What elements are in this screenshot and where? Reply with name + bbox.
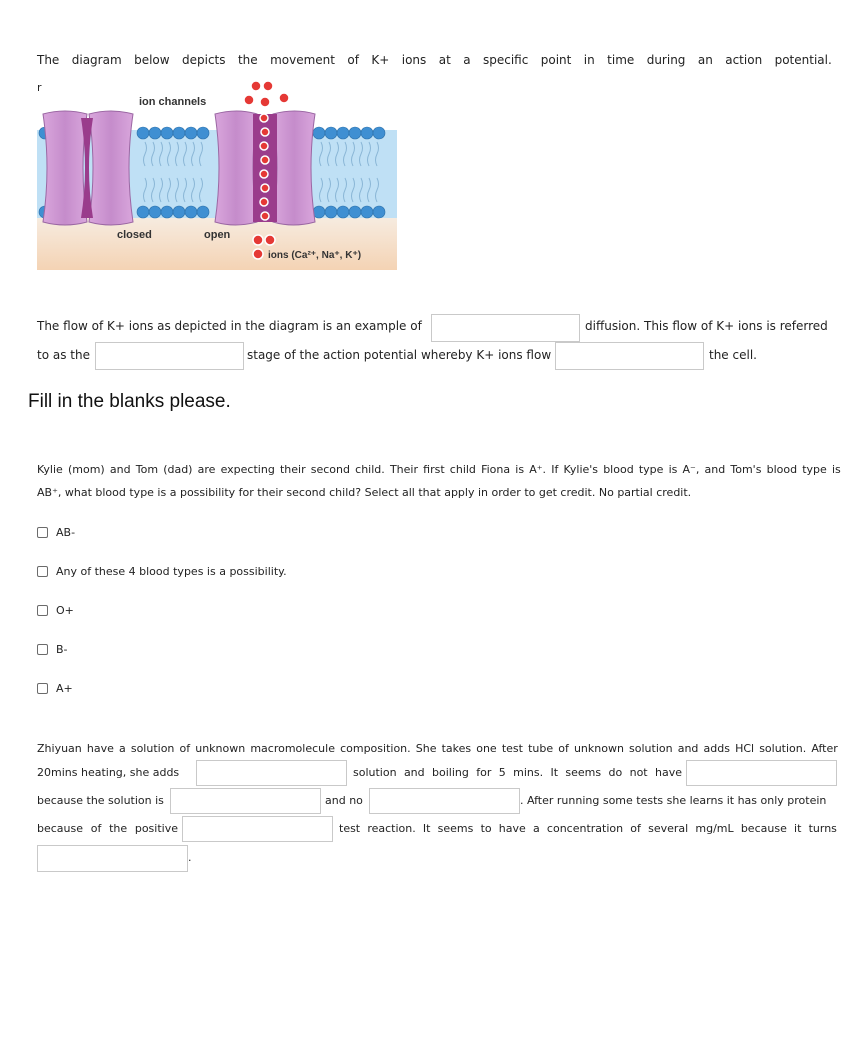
word: of xyxy=(90,822,102,835)
word: a xyxy=(118,742,126,755)
word: not xyxy=(629,766,648,779)
word: movement xyxy=(270,53,335,67)
word: seems xyxy=(437,822,474,835)
q3-line2-b xyxy=(353,765,682,781)
word: below xyxy=(134,53,170,67)
word: Their xyxy=(389,463,418,476)
blank-final-color[interactable] xyxy=(37,845,188,872)
word: mins. xyxy=(513,766,544,779)
word: in xyxy=(583,53,595,67)
label-ions: ions (Ca²⁺, Na⁺, K⁺) xyxy=(268,250,362,261)
word: It xyxy=(422,822,431,835)
word: composition. xyxy=(340,742,411,755)
word: test xyxy=(501,742,523,755)
q3-line4-b xyxy=(339,821,837,837)
blank-solution-color[interactable] xyxy=(170,788,321,814)
word: She xyxy=(415,742,437,755)
word: solution xyxy=(353,766,397,779)
word: macromolecule xyxy=(250,742,335,755)
word: positive xyxy=(134,822,178,835)
word: adds xyxy=(703,742,730,755)
q1-line1-before: The flow of K+ ions as depicted in the diagram is an example of xyxy=(37,319,422,333)
word: to xyxy=(480,822,492,835)
word: diagram xyxy=(71,53,122,67)
word: unknown xyxy=(573,742,624,755)
word: test xyxy=(339,822,361,835)
word: solution xyxy=(629,742,673,755)
option-o-pos[interactable]: O+ xyxy=(56,604,74,617)
word: blood xyxy=(603,463,634,476)
label-ion-channels: ion channels xyxy=(139,96,207,108)
word: blood xyxy=(766,463,798,476)
word: Fiona xyxy=(481,463,511,476)
word: of xyxy=(179,742,191,755)
word: (dad) xyxy=(163,463,193,476)
word: ions xyxy=(401,53,427,67)
word: and xyxy=(704,463,726,476)
word: and xyxy=(677,742,699,755)
word: HCl xyxy=(735,742,755,755)
word: several xyxy=(648,822,689,835)
blank-macromolecule-1[interactable] xyxy=(686,760,837,786)
word: child. xyxy=(355,463,385,476)
word: (mom) xyxy=(67,463,105,476)
word: depicts xyxy=(182,53,226,67)
word: have xyxy=(86,742,114,755)
word: solution. xyxy=(759,742,807,755)
word: at xyxy=(438,53,451,67)
word: type xyxy=(802,463,827,476)
word: specific xyxy=(482,53,529,67)
option-b-neg[interactable]: B- xyxy=(56,643,68,656)
word: tube xyxy=(528,742,554,755)
word: A⁻, xyxy=(682,463,700,476)
blank-macromolecule-2[interactable] xyxy=(369,788,520,814)
word: concentration xyxy=(546,822,624,835)
word: action xyxy=(725,53,763,67)
q3-line3-c: . After running some tests she learns it has only protein xyxy=(520,794,827,807)
word: unknown xyxy=(195,742,246,755)
blank-action-potential-stage[interactable] xyxy=(95,342,244,370)
q1-intro xyxy=(37,52,832,68)
word: one xyxy=(476,742,497,755)
word: type xyxy=(638,463,664,476)
word: do xyxy=(608,766,623,779)
word: A⁺. xyxy=(529,463,547,476)
word: After xyxy=(811,742,838,755)
word: of xyxy=(347,53,359,67)
option-a-pos[interactable]: A+ xyxy=(56,682,73,695)
word: expecting xyxy=(220,463,275,476)
word: mg/mL xyxy=(695,822,734,835)
q3-line3-b: and no xyxy=(325,794,363,807)
word: potential. xyxy=(774,53,832,67)
option-any-of-these[interactable]: Any of these 4 blood types is a possibility. xyxy=(56,565,287,578)
word: Tom xyxy=(135,463,159,476)
word: because xyxy=(740,822,787,835)
q2-line2: AB⁺, what blood type is a possibility for their second child? Select all that apply in order to get credit. No partial credit. xyxy=(37,486,692,499)
word: If xyxy=(551,463,559,476)
word: Tom's xyxy=(730,463,762,476)
ion-channel-diagram xyxy=(37,78,397,270)
word: an xyxy=(697,53,713,67)
word: child xyxy=(449,463,476,476)
word: a xyxy=(463,53,471,67)
blank-diffusion-type[interactable] xyxy=(431,314,580,342)
q1-line1-after: diffusion. This flow of K+ ions is referred xyxy=(585,319,828,333)
word: The xyxy=(37,53,60,67)
checkbox-b-neg[interactable] xyxy=(37,644,48,655)
word: their xyxy=(279,463,306,476)
word: seems xyxy=(565,766,602,779)
word: because xyxy=(37,822,84,835)
word: it xyxy=(794,822,802,835)
word: first xyxy=(423,463,445,476)
q3-end-period: . xyxy=(188,851,192,864)
word: boiling xyxy=(432,766,469,779)
word: It xyxy=(550,766,559,779)
word: have xyxy=(498,822,526,835)
word: the xyxy=(109,822,128,835)
option-ab-neg[interactable]: AB- xyxy=(56,526,76,539)
blank-reagent[interactable] xyxy=(196,760,347,786)
word: of xyxy=(630,822,641,835)
word: is xyxy=(515,463,525,476)
label-open: open xyxy=(204,229,231,241)
blank-test-name[interactable] xyxy=(182,816,333,842)
blank-flow-direction[interactable] xyxy=(555,342,704,370)
checkbox-ab-neg[interactable] xyxy=(37,527,48,538)
word: of xyxy=(558,742,569,755)
q1-line2-after: the cell. xyxy=(709,348,757,362)
word: is xyxy=(831,463,841,476)
checkbox-a-pos[interactable] xyxy=(37,683,48,694)
word: reaction. xyxy=(367,822,416,835)
word: turns xyxy=(808,822,837,835)
word: the xyxy=(237,53,258,67)
word: takes xyxy=(441,742,472,755)
word: is xyxy=(668,463,678,476)
fill-note: Fill in the blanks please. xyxy=(28,391,231,412)
checkbox-o-pos[interactable] xyxy=(37,605,48,616)
word: are xyxy=(197,463,216,476)
q3-line1 xyxy=(37,741,838,757)
checkbox-any-of-these[interactable] xyxy=(37,566,48,577)
q2-line1 xyxy=(37,462,841,478)
word: and xyxy=(403,766,425,779)
word: Kylie's xyxy=(563,463,599,476)
word: second xyxy=(310,463,350,476)
word: for xyxy=(476,766,492,779)
q3-line2-a: 20mins heating, she adds xyxy=(37,766,180,779)
word: and xyxy=(109,463,131,476)
q1-line2-middle: stage of the action potential whereby K+ ions flow xyxy=(247,348,552,362)
stray-mark: r xyxy=(37,81,42,94)
word: solution xyxy=(130,742,175,755)
word: time xyxy=(607,53,635,67)
word: Kylie xyxy=(37,463,63,476)
word: point xyxy=(540,53,572,67)
word: 5 xyxy=(498,766,506,779)
word: K+ xyxy=(371,53,390,67)
closed-channel xyxy=(43,111,133,225)
word: Zhiyuan xyxy=(37,742,82,755)
q1-line2-before: to as the xyxy=(37,348,90,362)
word: have xyxy=(654,766,682,779)
label-closed: closed xyxy=(117,229,152,241)
q3-line4-a xyxy=(37,821,178,837)
word: a xyxy=(532,822,540,835)
q3-line3-a: because the solution is xyxy=(37,794,164,807)
word: during xyxy=(646,53,686,67)
